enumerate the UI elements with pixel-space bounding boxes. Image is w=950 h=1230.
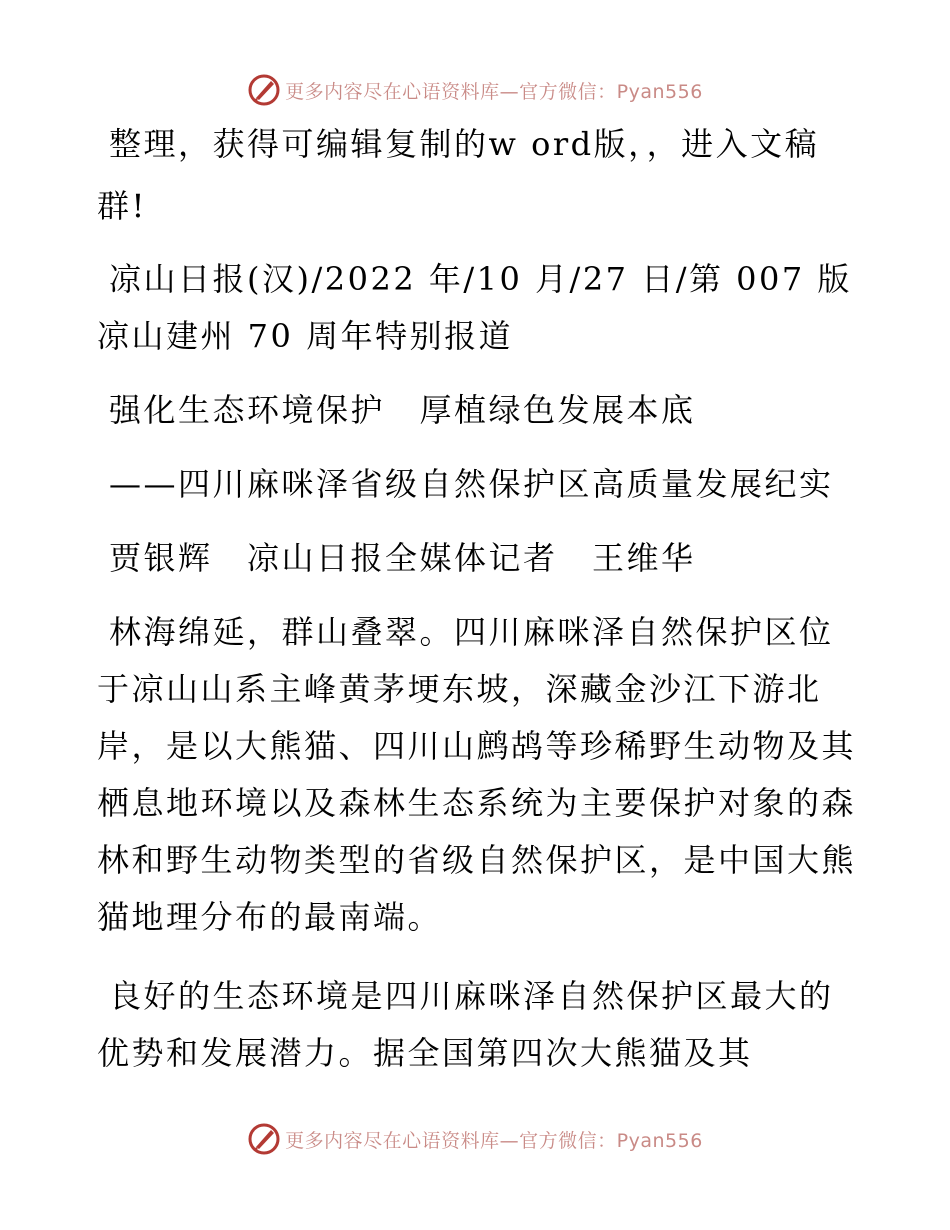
byline: 贾银辉 凉山日报全媒体记者 王维华 [109, 539, 696, 577]
subheadline: ——四川麻咪泽省级自然保护区高质量发展纪实 [109, 465, 834, 503]
quill-pen-logo-icon [247, 1122, 281, 1156]
headline: 强化生态环境保护 厚植绿色发展本底 [109, 391, 696, 429]
para1-line-2: 于凉山山系主峰黄茅埂东坡，深藏金沙江下游北 [97, 670, 822, 708]
source-line-2: 凉山建州 70 周年特别报道 [97, 317, 514, 355]
footer-watermark-banner [0, 1119, 950, 1159]
header-watermark-text: 更多内容尽在心语资料库—官方微信：Pyan556 [285, 80, 703, 103]
quill-pen-logo-icon [247, 73, 281, 107]
footer-watermark-text: 更多内容尽在心语资料库—官方微信：Pyan556 [285, 1129, 703, 1152]
header-watermark-banner [0, 70, 950, 110]
para2-line-1: 良好的生态环境是四川麻咪泽自然保护区最大的 [109, 977, 834, 1015]
para2-line-2: 优势和发展潜力。据全国第四次大熊猫及其 [97, 1034, 753, 1072]
para1-line-4: 栖息地环境以及森林生态系统为主要保护对象的森 [97, 784, 857, 822]
para1-line-5: 林和野生动物类型的省级自然保护区，是中国大熊 [97, 841, 857, 879]
para1-line-6: 猫地理分布的最南端。 [97, 898, 443, 936]
intro-line-1: 整理，获得可编辑复制的w ord版，，进入文稿 [109, 125, 820, 163]
para1-line-1: 林海绵延，群山叠翠。四川麻咪泽自然保护区位 [109, 613, 834, 651]
para1-line-3: 岸，是以大熊猫、四川山鹧鸪等珍稀野生动物及其 [97, 727, 857, 765]
source-line-1: 凉山日报(汉)/2022 年/10 月/27 日/第 007 版 [109, 260, 852, 298]
intro-line-2: 群! [97, 187, 147, 225]
